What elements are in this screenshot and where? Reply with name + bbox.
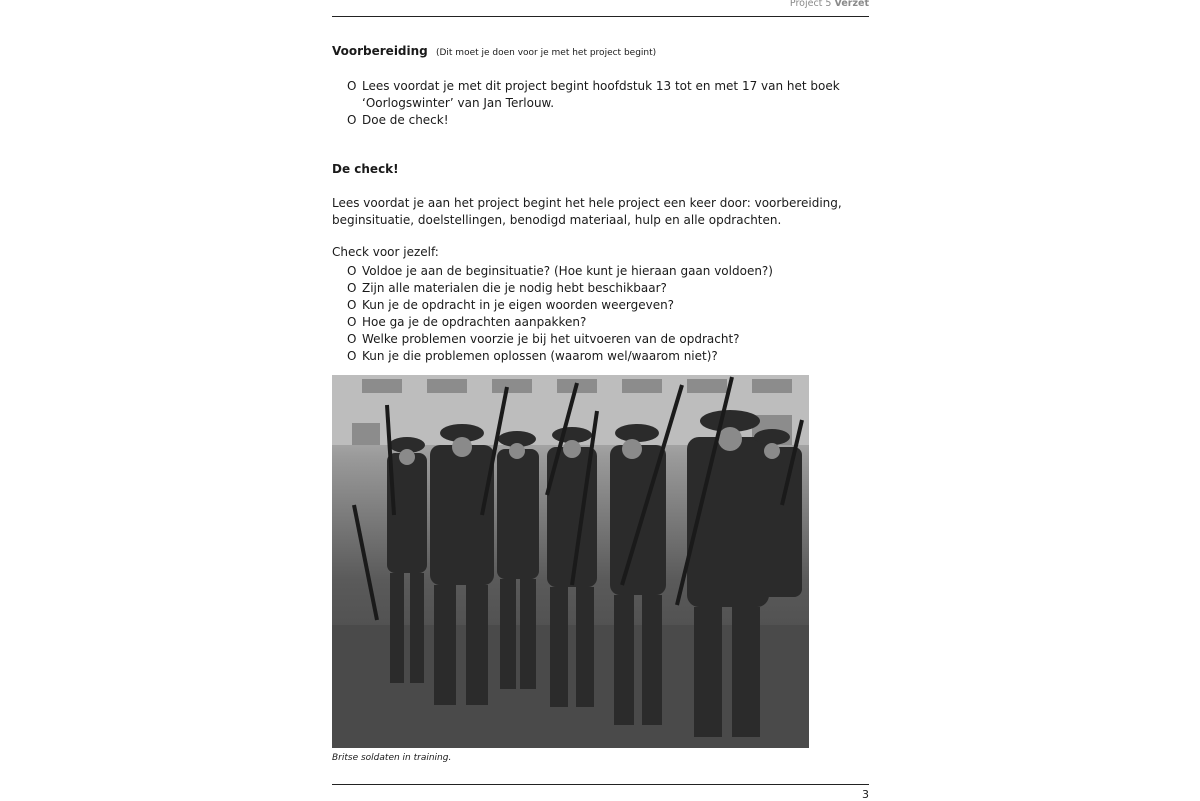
check-item-text: Kun je die problemen oplossen (waarom wel/waarom niet)?	[362, 349, 718, 363]
check-item-text: Kun je de opdracht in je eigen woorden weergeven?	[362, 298, 675, 312]
bullet-marker: O	[347, 298, 357, 312]
check-intro: Check voor jezelf:	[332, 245, 439, 259]
bullet-marker: O	[347, 113, 357, 127]
header-project: Project 5	[789, 0, 832, 9]
check-item-text: Zijn alle materialen die je nodig hebt beschikbaar?	[362, 281, 667, 295]
bullet-marker: O	[347, 349, 357, 363]
check-heading: De check!	[332, 162, 399, 176]
header-rule	[332, 16, 869, 17]
page-number: 3	[862, 788, 869, 801]
bullet-marker: O	[347, 264, 357, 278]
bullet-marker: O	[347, 79, 357, 93]
bullet-marker: O	[347, 332, 357, 346]
soldiers-photo	[332, 375, 809, 748]
document-page	[332, 0, 869, 800]
preparation-heading	[332, 44, 656, 58]
check-item-text: Hoe ga je de opdrachten aanpakken?	[362, 315, 587, 329]
running-header	[790, 0, 869, 9]
check-item-text: Welke problemen voorzie je bij het uitvoeren van de opdracht?	[362, 332, 740, 346]
check-item-text: Voldoe je aan de beginsituatie? (Hoe kunt je hieraan gaan voldoen?)	[362, 264, 773, 278]
check-paragraph-line2: beginsituatie, doelstellingen, benodigd materiaal, hulp en alle opdrachten.	[332, 213, 782, 227]
header-subject: Verzet	[834, 0, 869, 9]
preparation-item-line1: Doe de check!	[362, 113, 449, 127]
check-paragraph	[332, 195, 842, 229]
bullet-marker: O	[347, 315, 357, 329]
preparation-title: Voorbereiding	[332, 44, 428, 58]
bullet-marker: O	[347, 281, 357, 295]
photo-caption: Britse soldaten in training.	[332, 753, 452, 763]
preparation-note: (Dit moet je doen voor je met het project begint)	[435, 48, 657, 58]
check-paragraph-line1: Lees voordat je aan het project begint het hele project een keer door: voorbereiding,	[332, 196, 842, 210]
preparation-item-line1: Lees voordat je met dit project begint hoofdstuk 13 tot en met 17 van het boek	[362, 79, 840, 93]
preparation-item-line2: ‘Oorlogswinter’ van Jan Terlouw.	[362, 96, 555, 110]
footer-rule	[332, 784, 869, 785]
